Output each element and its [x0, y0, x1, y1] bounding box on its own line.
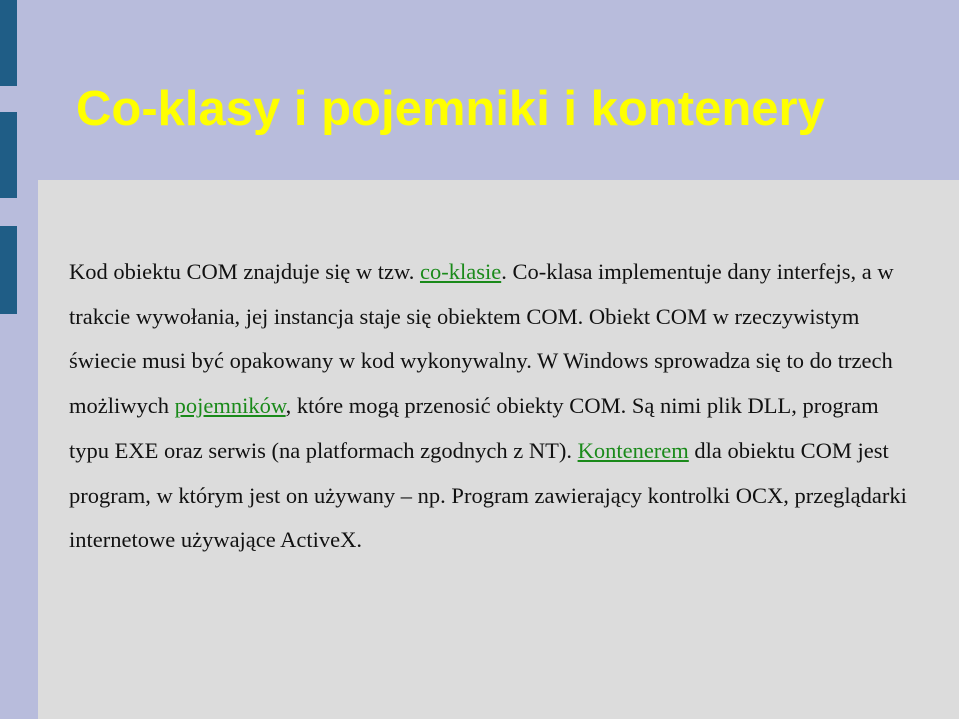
body-text-4: dla obiektu COM jest program, w którym jest on używany – np. Program zawierający kontrolki OCX, przeglądarki internetowe używające ActiveX.	[69, 437, 907, 553]
accent-bar-bottom	[0, 226, 17, 314]
pojemnikow-link[interactable]: pojemników	[174, 393, 286, 419]
body-text-2: . Co-klasa implementuje dany interfejs, a w trakcie wywołania, jej instancja staje się obiektem COM. Obiekt COM w rzeczywistym świecie musi być opakowany w kod wykonywalny. W Windows sprowadza się to do trzech możliwych	[69, 259, 894, 419]
accent-bar-top	[0, 0, 17, 86]
body-text-1: Kod obiektu COM znajduje się w tzw.	[69, 259, 420, 284]
kontenerem-link[interactable]: Kontenerem	[577, 437, 689, 463]
slide-title: Co-klasy i pojemniki i kontenery	[76, 82, 825, 136]
co-klasie-link[interactable]: co-klasie	[419, 259, 502, 284]
body-paragraph	[69, 250, 919, 563]
accent-bar-middle	[0, 112, 17, 198]
body-text-3: , które mogą przenosić obiekty COM. Są nimi plik DLL, program typu EXE oraz serwis (na platformach zgodnych z NT).	[69, 393, 879, 463]
